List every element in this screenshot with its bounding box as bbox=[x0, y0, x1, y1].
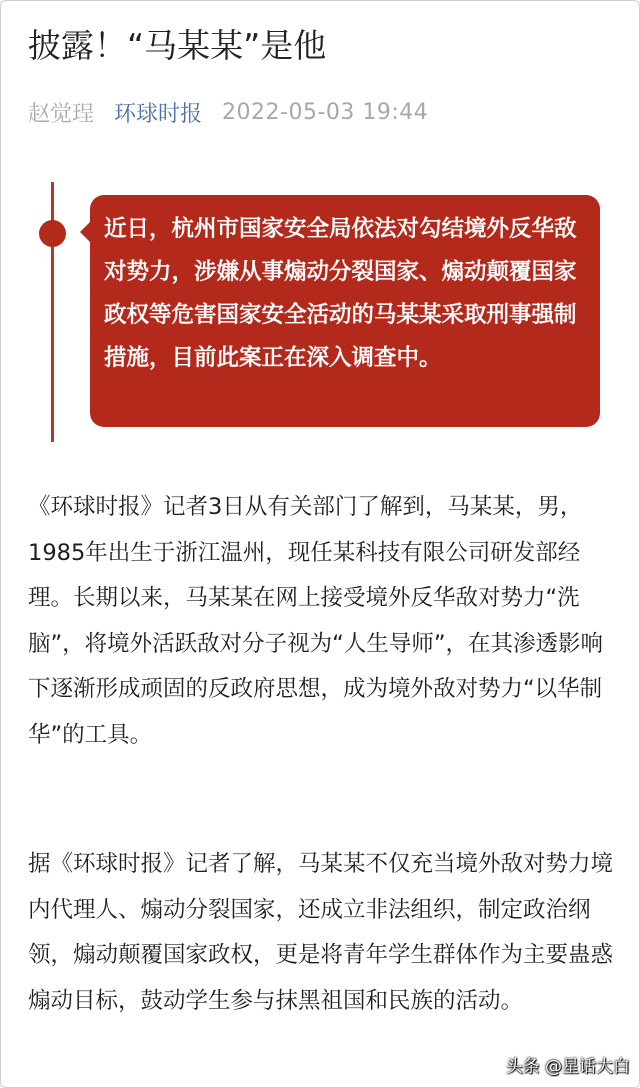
article-title: 披露！“马某某”是他 bbox=[28, 26, 327, 65]
body-paragraph-1: 《环球时报》记者3日从有关部门了解到，马某某，男，1985年出生于浙江温州，现任某科技有限公司研发部经理。长期以来，马某某在网上接受境外反华敌对势力“洗脑”，将境外活跃敌对分子视为“人生导师”，在其渗透影响下逐渐形成顽固的反政府思想，成为境外敌对势力“以华制华”的工具。 bbox=[28, 494, 603, 748]
body-paragraph-2: 据《环球时报》记者了解，马某某不仅充当境外敌对势力境内代理人、煽动分裂国家，还成立非法组织，制定政治纲领，煽动颠覆国家政权，更是将青年学生群体作为主要蛊惑煽动目标，鼓动学生参与抹黑祖国和民族的活动。 bbox=[28, 851, 614, 1014]
watermark-text: 头条 @星话大白 bbox=[505, 1057, 630, 1077]
summary-callout: 近日，杭州市国家安全局依法对勾结境外反华敌对势力，涉嫌从事煽动分裂国家、煽动颠覆国家政权等危害国家安全活动的马某某采取刑事强制措施，目前此案正在深入调查中。 bbox=[90, 195, 600, 427]
quote-bullet-dot-icon bbox=[39, 220, 66, 247]
source-link[interactable]: 环球时报 bbox=[114, 101, 203, 127]
author-name[interactable]: 赵觉珵 bbox=[28, 101, 95, 127]
publish-datetime: 2022-05-03 19:44 bbox=[222, 99, 429, 125]
article-meta bbox=[28, 94, 428, 130]
